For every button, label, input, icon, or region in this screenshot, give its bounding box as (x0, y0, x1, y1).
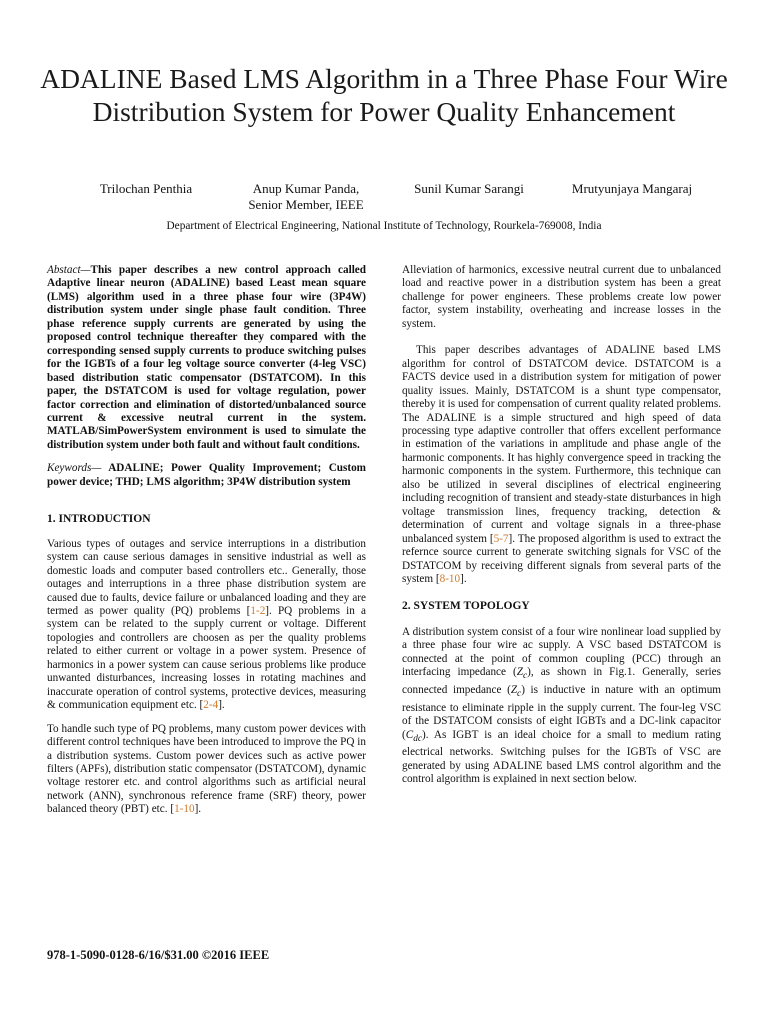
abstract (47, 264, 366, 452)
abstract-text: This paper describes a new control approach called Adaptive linear neuron (ADALINE) based Least mean square (LMS) algorithm used in a three phase four wire (3P4W) distribution system under single phase fault condition. Three phase reference supply currents are generated by using the proposed control technique thereafter they compared with the corresponding sensed supply currents to produce switching pulses for the IGBTs of a four leg voltage source converter (4-leg VSC) based distribution static compensator (DSTATCOM). In this paper, the DSTATCOM is used for voltage regulation, power factor correction and elimination of distorted/unbalanced source current & excessive neutral current in the system. MATLAB/SimPowerSystem environment is used to simulate the distribution system under both fault and without fault conditions. (47, 264, 366, 451)
author-1 (86, 181, 206, 197)
citation-link[interactable]: 1-2 (250, 604, 266, 617)
citation-link[interactable]: 8-10 (439, 572, 461, 585)
paper-title: ADALINE Based LMS Algorithm in a Three Phase Four Wire Distribution System for Power Quality Enhancement (40, 63, 728, 127)
keywords-text: ADALINE; Power Quality Improvement; Custom power device; THD; LMS algorithm; 3P4W distribution system (47, 462, 366, 488)
author-3 (404, 181, 534, 197)
affiliation: Department of Electrical Engineering, National Institute of Technology, Rourkela-769008, India (166, 220, 602, 232)
intro-paragraph-1: Various types of outages and service interruptions in a distribution system can cause serious damages in sensitive industrial as well as domestic loads and computer based controllers etc.. Generally, those outages and interruptions in a three phase distribution system are caused due to faults, device failure or unbalanced loading and they are termed as power quality (PQ) problems [1-2]. PQ problems in a system can be related to the supply current or voltage. Different topologies and controllers are choosen as per the quality problems related to either current or voltage in a power system. Presence of harmonics in a power system can cause serious problems like produce unwanted disturbances, increasing losses in rotating machines and inaccurate operation of control systems, protective devices, measuring & communication equipment etc. [2-4]. (47, 537, 366, 712)
citation-link[interactable]: 1-10 (174, 803, 195, 816)
intro-paragraph-2: To handle such type of PQ problems, many custom power devices with different control techniques have been introduced to improve the PQ in a distribution systems. Custom power devices such as active power filters (APFs), distribution static compensator (DSTATCOM), dynamic voltage restorer etc. and control algorithms such as artificial neural network (ANN), synchronous reference frame (SRF) theory, power balanced theory (PBT) etc. [1-10]. (47, 722, 366, 816)
abstract-label: Abstact— (47, 264, 91, 276)
author-name: Anup Kumar Panda, (252, 181, 360, 196)
intro-paragraph-3: Alleviation of harmonics, excessive neutral current due to unbalanced load and reactive power in a distribution system has been a great challenge for power engineers. These problems create low power factor, system instability, overheating and increase losses in the system. (402, 264, 721, 330)
citation-link[interactable]: 5-7 (493, 532, 509, 545)
section-heading-system-topology: 2. SYSTEM TOPOLOGY (402, 600, 530, 613)
topology-paragraph: A distribution system consist of a four wire nonlinear load supplied by a three phase four wire ac supply. A VSC based DSTATCOM is connected at the point of common coupling (PCC) through an interfacing impedance $(Z_c)$, as shown in Fig.1. Generally, series connected impedance $(Z_c)$ is inductive in nature with an optimum resistance to eliminate ripple in the supply current. The four-leg VSC of the DSTATCOM consists of eight IGBTs and a DC-link capacitor $(C_{dc})$. As IGBT is an ideal choice for a small to medium rating electrical networks. Switching pulses for the IGBTs of VSC are generated by using ADALINE based LMS control algorithm and the control algorithm is explained in next section below. (402, 625, 721, 786)
math-zc: $Z_c$ (510, 683, 522, 700)
right-column (402, 264, 721, 787)
author-note: Senior Member, IEEE (248, 197, 364, 212)
left-column (47, 264, 366, 817)
copyright-footer: 978-1-5090-0128-6/16/$31.00 ©2016 IEEE (47, 948, 270, 962)
citation-link[interactable]: 2-4 (203, 699, 219, 712)
math-cdc: $C_{dc}$ (405, 728, 423, 744)
math-zc: $Z_c$ (516, 666, 528, 682)
keywords (47, 462, 366, 489)
author-name: Trilochan Penthia (99, 181, 193, 196)
author-2 (233, 181, 379, 213)
keywords-label: Keywords— (47, 462, 102, 475)
intro-paragraph-4: This paper describes advantages of ADALINE based LMS algorithm for control of DSTATCOM device. DSTATCOM is a FACTS device used in a distribution system for mitigation of power quality issues. Mainly, DSTATCOM is a shunt type compensator, thereby it is used for compensation of current quality related problems. The ADALINE is a simple structured and high speed of data processing type adaptive controller that offers excellent performance in estimation of the variations in amplitude and phase angle of the harmonic components. It has highly convergence speed in tracking the harmonic components in the system. Furthermore, this technique can also be utilized in several disciplines of electrical engineering including recognition of transient and steady-state disturbances in high voltage transmission lines, frequency tracking, detection & determination of current and voltage signals in a three-phase unbalanced system [5-7]. The proposed algorithm is used to extract the refernce source current to generate switching signals for VSC of the DSTATCOM by receiving different signals from several parts of the system [8-10]. (402, 344, 721, 585)
section-heading-introduction: 1. INTRODUCTION (47, 513, 151, 526)
author-name: Sunil Kumar Sarangi (414, 181, 524, 196)
author-name: Mrutyunjaya Mangaraj (571, 181, 693, 196)
author-4 (563, 181, 701, 197)
